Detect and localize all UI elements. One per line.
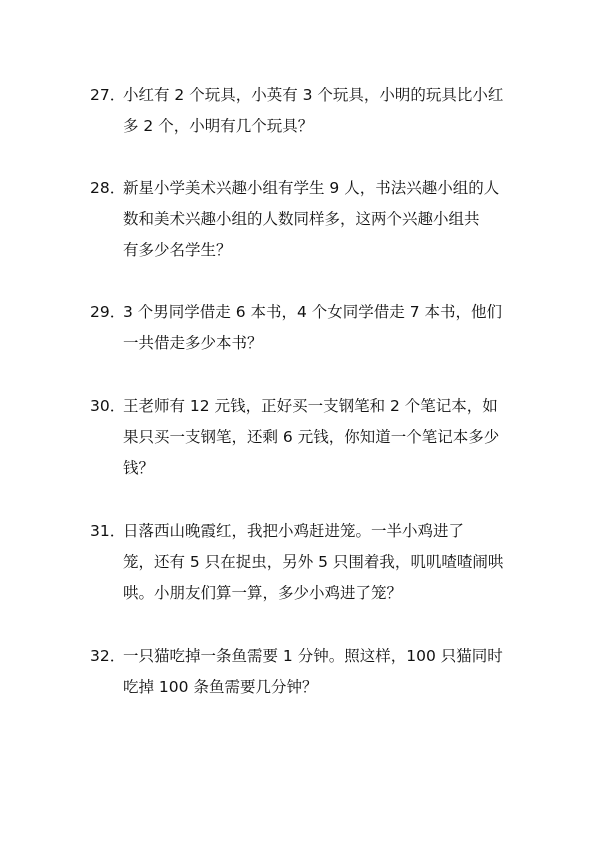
question-line — [90, 516, 520, 547]
question-text: 小红有 2 个玩具，小英有 3 个玩具，小明的玩具比小红 — [123, 86, 504, 104]
question-text: 吃掉 100 条鱼需要几分钟？ — [123, 678, 318, 696]
question-text: 一共借走多少本书？ — [123, 334, 263, 352]
question-text: 日落西山晚霞红，我把小鸡赶进笼。一半小鸡进了 — [123, 522, 465, 540]
question-number: 31． — [90, 522, 126, 540]
question-30 — [90, 391, 520, 484]
question-text: 王老师有 12 元钱，正好买一支钢笔和 2 个笔记本，如 — [123, 397, 498, 415]
question-number: 30． — [90, 397, 126, 415]
question-31 — [90, 516, 520, 609]
question-28 — [90, 173, 520, 266]
question-text: 钱？ — [123, 459, 155, 477]
question-line — [90, 391, 520, 422]
question-number: 29． — [90, 303, 126, 321]
question-text: 一只猫吃掉一条鱼需要 1 分钟。照这样，100 只猫同时 — [123, 647, 503, 665]
question-number: 32． — [90, 647, 126, 665]
question-text: 新星小学美术兴趣小组有学生 9 人，书法兴趣小组的人 — [123, 179, 500, 197]
question-line — [90, 80, 520, 111]
question-32 — [90, 641, 520, 703]
question-text: 笼，还有 5 只在捉虫，另外 5 只围着我，叽叽喳喳闹哄 — [123, 553, 504, 571]
question-text: 哄。小朋友们算一算，多少小鸡进了笼？ — [123, 584, 403, 602]
question-line — [90, 297, 520, 328]
question-27 — [90, 80, 520, 142]
question-text: 3 个男同学借走 6 本书，4 个女同学借走 7 本书，他们 — [123, 303, 503, 321]
question-number: 27． — [90, 86, 126, 104]
question-text: 多 2 个，小明有几个玩具？ — [123, 117, 314, 135]
question-line — [90, 641, 520, 672]
question-text: 有多少名学生？ — [123, 241, 232, 259]
question-line — [90, 173, 520, 204]
question-29 — [90, 297, 520, 359]
question-number: 28． — [90, 179, 126, 197]
question-text: 果只买一支钢笔，还剩 6 元钱，你知道一个笔记本多少 — [123, 428, 500, 446]
question-text: 数和美术兴趣小组的人数同样多，这两个兴趣小组共 — [123, 210, 480, 228]
